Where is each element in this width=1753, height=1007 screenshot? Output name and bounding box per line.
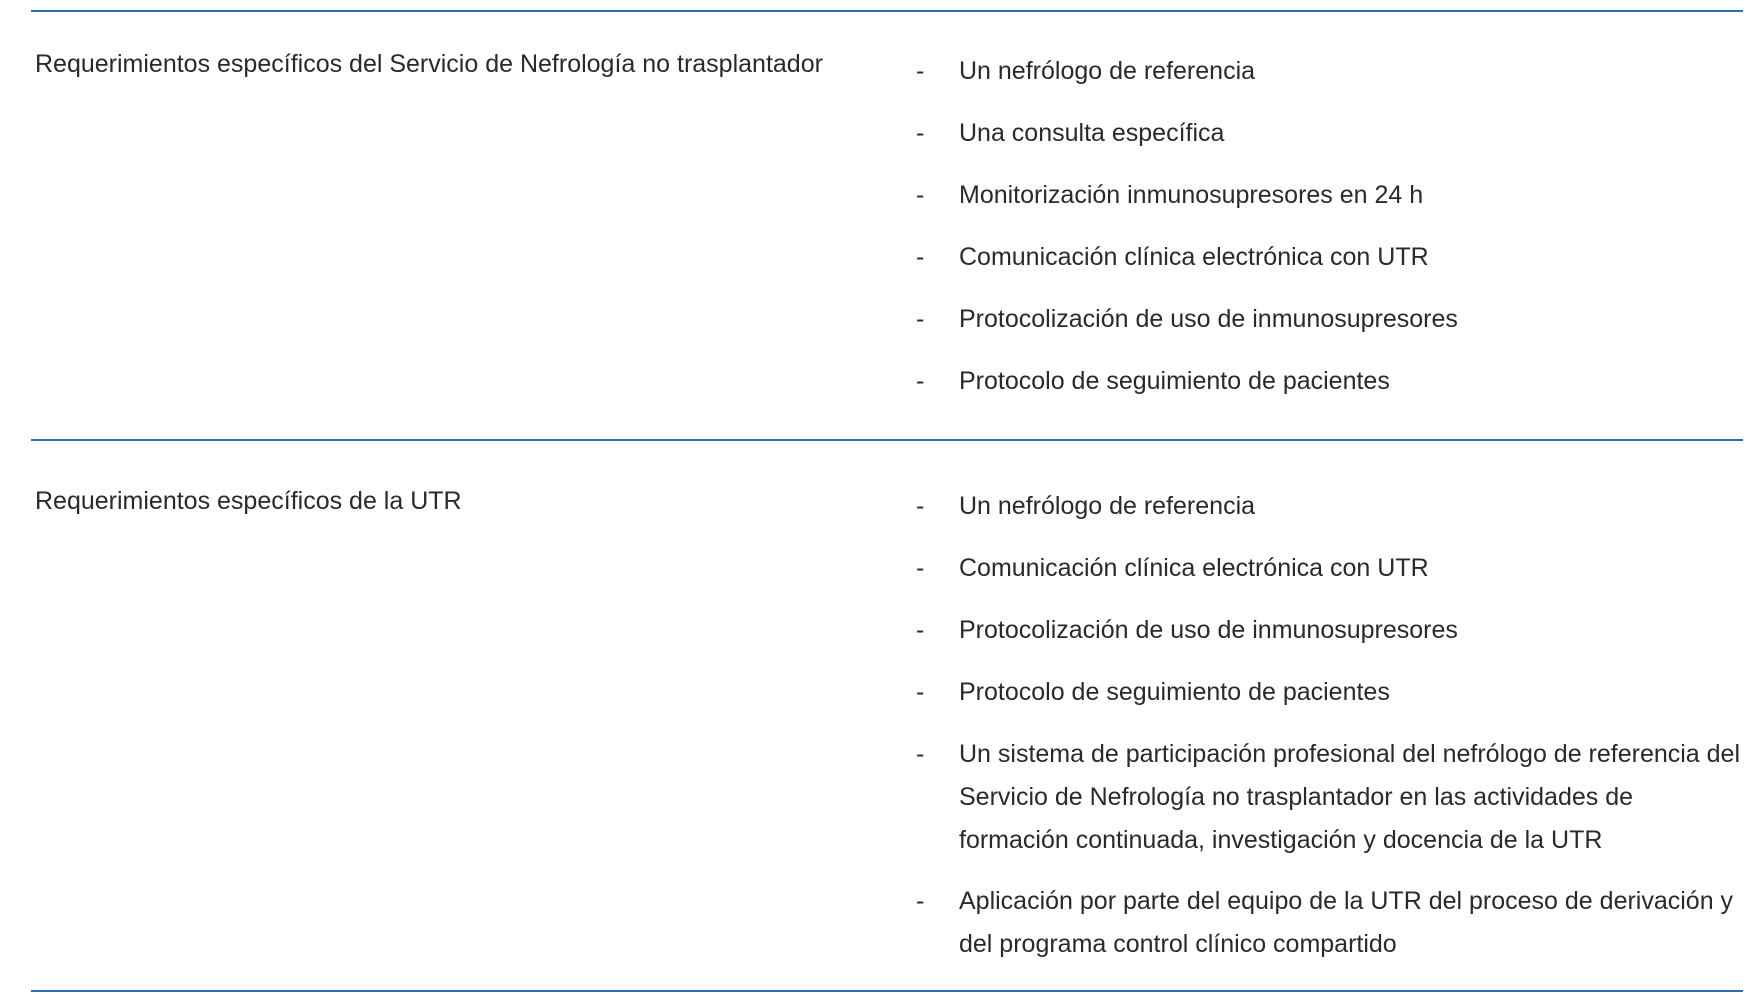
list-item <box>916 671 1746 714</box>
list-item-text: Comunicación clínica electrónica con UTR <box>959 243 1429 271</box>
bullet-dash: - <box>916 554 925 582</box>
list-item <box>916 50 1746 93</box>
list-item-text: Protocolización de uso de inmunosupresores <box>959 616 1458 644</box>
list-item <box>916 733 1746 862</box>
list-item <box>916 298 1746 341</box>
list-item-text: Un nefrólogo de referencia <box>959 492 1256 520</box>
bullet-dash: - <box>916 367 925 395</box>
list-item <box>916 236 1746 279</box>
list-item <box>916 112 1746 155</box>
list-item <box>916 880 1746 966</box>
list-item-text: Protocolización de uso de inmunosupresores <box>959 305 1458 333</box>
list-item-text: Protocolo de seguimiento de pacientes <box>959 678 1390 706</box>
list-item-text: Aplicación por parte del equipo de la UTR del proceso de derivación y del programa control clínico compartido <box>959 887 1734 958</box>
top-rule <box>31 10 1743 12</box>
bullet-dash: - <box>916 740 925 768</box>
list-item-text: Monitorización inmunosupresores en 24 h <box>959 181 1424 209</box>
list-item <box>916 174 1746 217</box>
section-label-nefrologia: Requerimientos específicos del Servicio de Nefrología no trasplantador <box>35 50 823 78</box>
list-item <box>916 609 1746 652</box>
section-label-utr: Requerimientos específicos de la UTR <box>35 487 462 515</box>
list-item <box>916 547 1746 590</box>
bullet-dash: - <box>916 57 925 85</box>
bottom-rule <box>31 990 1743 992</box>
bullet-dash: - <box>916 678 925 706</box>
bullet-dash: - <box>916 243 925 271</box>
bullet-dash: - <box>916 181 925 209</box>
list-item-text: Protocolo de seguimiento de pacientes <box>959 367 1390 395</box>
list-item-text: Un nefrólogo de referencia <box>959 57 1256 85</box>
bullet-dash: - <box>916 119 925 147</box>
bullet-dash: - <box>916 492 925 520</box>
bullet-dash: - <box>916 305 925 333</box>
bullet-dash: - <box>916 616 925 644</box>
list-item-text: Comunicación clínica electrónica con UTR <box>959 554 1429 582</box>
list-item <box>916 485 1746 528</box>
list-item-text: Una consulta específica <box>959 119 1225 147</box>
section-divider <box>31 439 1743 441</box>
bullet-dash: - <box>916 887 925 915</box>
list-item <box>916 360 1746 403</box>
list-item-text: Un sistema de participación profesional del nefrólogo de referencia del Servicio de Nefrología no trasplantador en las actividades de formación continuada, investigación y docencia de la UTR <box>959 740 1741 854</box>
